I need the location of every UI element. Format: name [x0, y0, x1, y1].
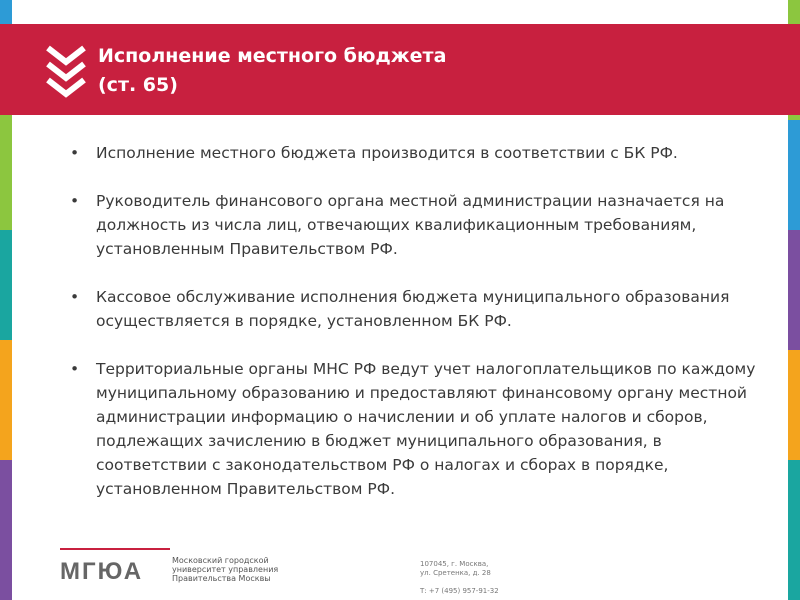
stripe-segment	[0, 230, 12, 340]
slide-header	[0, 24, 800, 115]
org-line-1: Московский городской	[172, 556, 269, 565]
stripe-segment	[0, 460, 12, 600]
stripe-segment	[788, 120, 800, 230]
stripe-segment	[0, 340, 12, 460]
bullet-item: • Исполнение местного бюджета производится в соответствии с БК РФ.	[96, 141, 756, 165]
bullet-item: • Руководитель финансового органа местной администрации назначается на должность из числа лиц, отвечающих квалификационным требованиям, установленным Правительством РФ.	[96, 189, 756, 261]
footer-organization	[172, 556, 278, 583]
address-phone: Т: +7 (495) 957-91-32	[420, 587, 499, 595]
bullet-item: • Территориальные органы МНС РФ ведут учет налогоплательщиков по каждому муниципальному образованию и предоставляют финансовому органу местной администрации информацию о начислении и об уплате налогов и сборов, подлежащих зачислению в бюджет муниципального образования, в соответствии с законодательством РФ о налогах и сборах в порядке, установленном Правительством РФ.	[96, 357, 756, 501]
stripe-segment	[788, 460, 800, 600]
address-spacer	[420, 578, 499, 587]
stripe-segment	[0, 110, 12, 230]
university-logo	[60, 557, 164, 583]
address-line-1: 107045, г. Москва,	[420, 560, 489, 568]
footer-address	[420, 560, 499, 596]
footer-divider	[60, 548, 170, 550]
bullet-item: • Кассовое обслуживание исполнения бюджета муниципального образования осуществляется в порядке, установленном БК РФ.	[96, 285, 756, 333]
title-line-2: (ст. 65)	[98, 74, 178, 96]
slide-title	[98, 42, 446, 100]
chevron-down-icon	[44, 44, 88, 102]
logo-text: МГЮА	[60, 558, 144, 583]
stripe-segment	[788, 350, 800, 460]
bullet-list	[96, 141, 756, 525]
title-line-1: Исполнение местного бюджета	[98, 45, 447, 67]
stripe-segment	[788, 230, 800, 350]
address-line-2: ул. Сретенка, д. 28	[420, 569, 491, 577]
org-line-3: Правительства Москвы	[172, 574, 271, 583]
org-line-2: университет управления	[172, 565, 279, 574]
